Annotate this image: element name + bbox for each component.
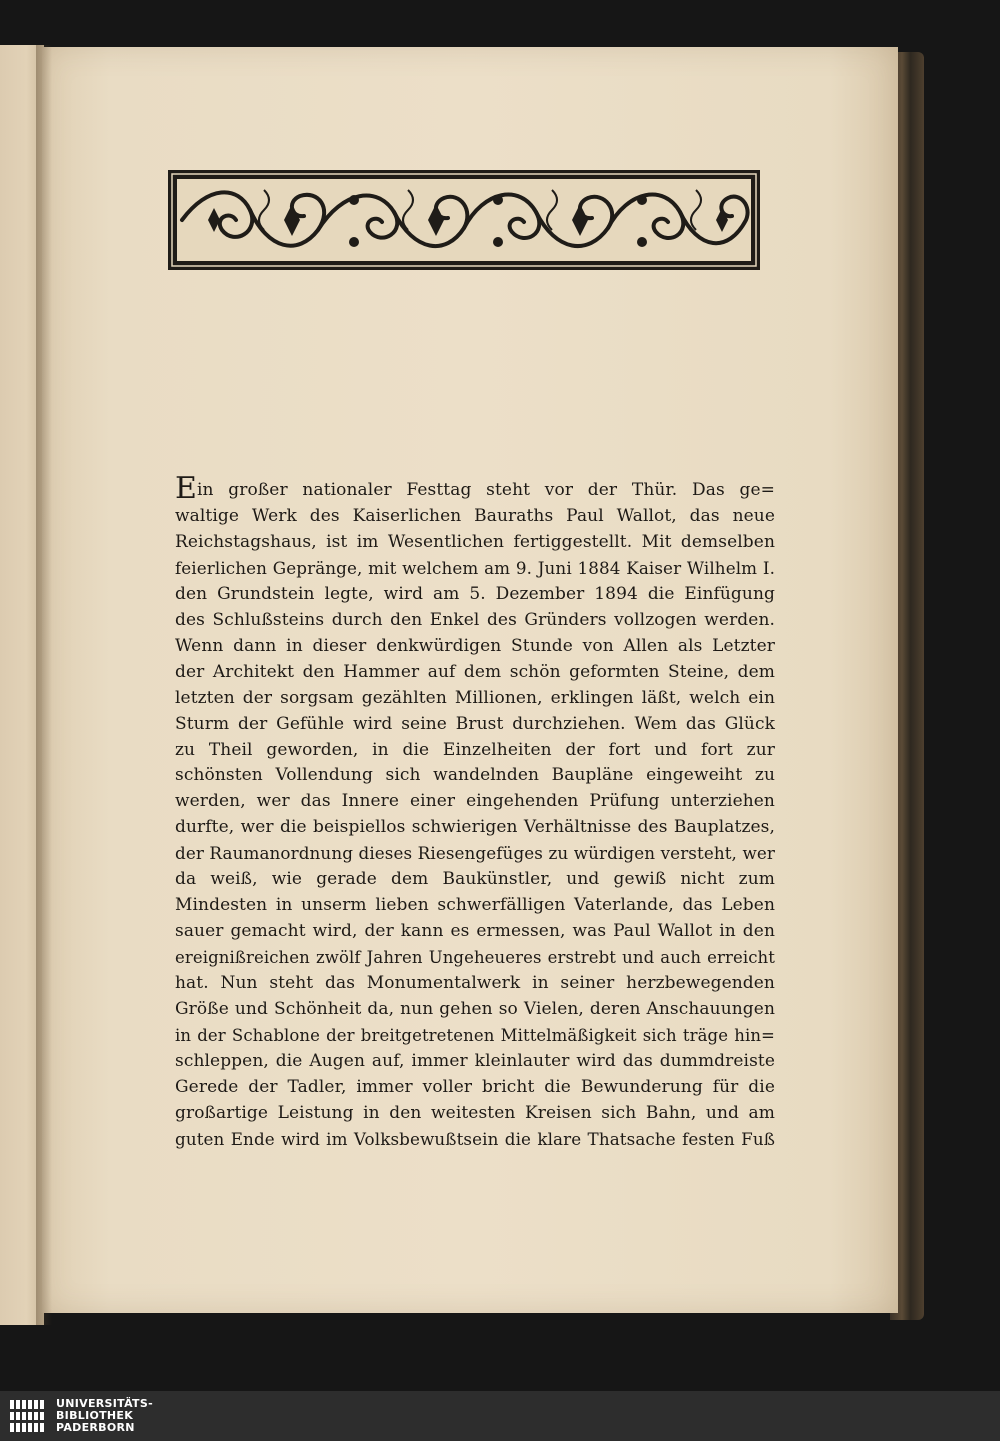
text-line: durfte, wer die beispiellos schwierigen Verhältnisse des Bauplatzes, (175, 817, 775, 838)
text-line: Sturm der Gefühle wird seine Brust durchziehen. Wem das Glück (175, 713, 775, 734)
text-line: Reichstagshaus, ist im Wesentlichen fertiggestellt. Mit demselben (175, 531, 775, 552)
logo-line-1: UNIVERSITÄTS- (56, 1397, 153, 1410)
text-line: guten Ende wird im Volksbewußtsein die klare Thatsache festen Fuß (175, 1128, 775, 1149)
text-line: letzten der sorgsam gezählten Millionen, erklingen läßt, welch ein (175, 687, 775, 708)
text-line: der Raumanordnung dieses Riesengefüges zu würdigen versteht, wer (175, 843, 775, 864)
text-line: der Architekt den Hammer auf dem schön geformten Steine, dem (175, 661, 775, 682)
body-text (175, 471, 775, 1153)
text-line: waltige Werk des Kaiserlichen Bauraths Paul Wallot, das neue (175, 505, 775, 526)
text-line: feierlichen Gepränge, mit welchem am 9. Juni 1884 Kaiser Wilhelm I. (175, 557, 775, 578)
text-line: ereignißreichen zwölf Jahren Ungeheueres erstrebt und auch erreicht (175, 948, 775, 968)
text-line: in der Schablone der breitgetretenen Mittelmäßigkeit sich träge hin= (175, 1026, 775, 1046)
library-logo-text[interactable] (56, 1398, 153, 1434)
text-line-1: Ein großer nationaler Festtag steht vor der Thür. Das ge= (175, 471, 775, 506)
text-line: Gerede der Tadler, immer voller bricht die Bewunderung für die (175, 1076, 775, 1097)
page-gutter-shadow (36, 45, 52, 1325)
footer-bar (0, 1391, 1000, 1441)
text-line: sauer gemacht wird, der kann es ermessen, was Paul Wallot in den (175, 921, 775, 942)
logo-line-2: BIBLIOTHEK (56, 1409, 134, 1422)
logo-line-3: PADERBORN (56, 1421, 135, 1434)
text-line: zu Theil geworden, in die Einzelheiten der fort und fort zur (175, 739, 775, 760)
text-line: großartige Leistung in den weitesten Kreisen sich Bahn, und am (175, 1102, 775, 1123)
initial-letter: E (175, 471, 197, 506)
text-line: hat. Nun steht das Monumentalwerk in seiner herzbewegenden (175, 973, 775, 994)
decorative-scroll-ornament-icon (168, 170, 760, 270)
text-line: schleppen, die Augen auf, immer kleinlauter wird das dummdreiste (175, 1050, 775, 1071)
text-line: Größe und Schönheit da, nun gehen so Vielen, deren Anschauungen (175, 999, 775, 1020)
text-line: den Grundstein legte, wird am 5. Dezember 1894 die Einfügung (175, 583, 775, 604)
text-line: des Schlußsteins durch den Enkel des Gründers vollzogen werden. (175, 609, 775, 630)
text-line: schönsten Vollendung sich wandelnden Baupläne eingeweiht zu (175, 765, 775, 786)
text-line: Wenn dann in dieser denkwürdigen Stunde von Allen als Letzter (175, 635, 775, 656)
university-library-logo-icon[interactable] (8, 1397, 48, 1435)
text-line: Mindesten in unserm lieben schwerfälligen Vaterlande, das Leben (175, 895, 775, 916)
text-line: werden, wer das Innere einer eingehenden Prüfung unterziehen (175, 791, 775, 812)
text-line: da weiß, wie gerade dem Baukünstler, und gewiß nicht zum (175, 869, 775, 890)
